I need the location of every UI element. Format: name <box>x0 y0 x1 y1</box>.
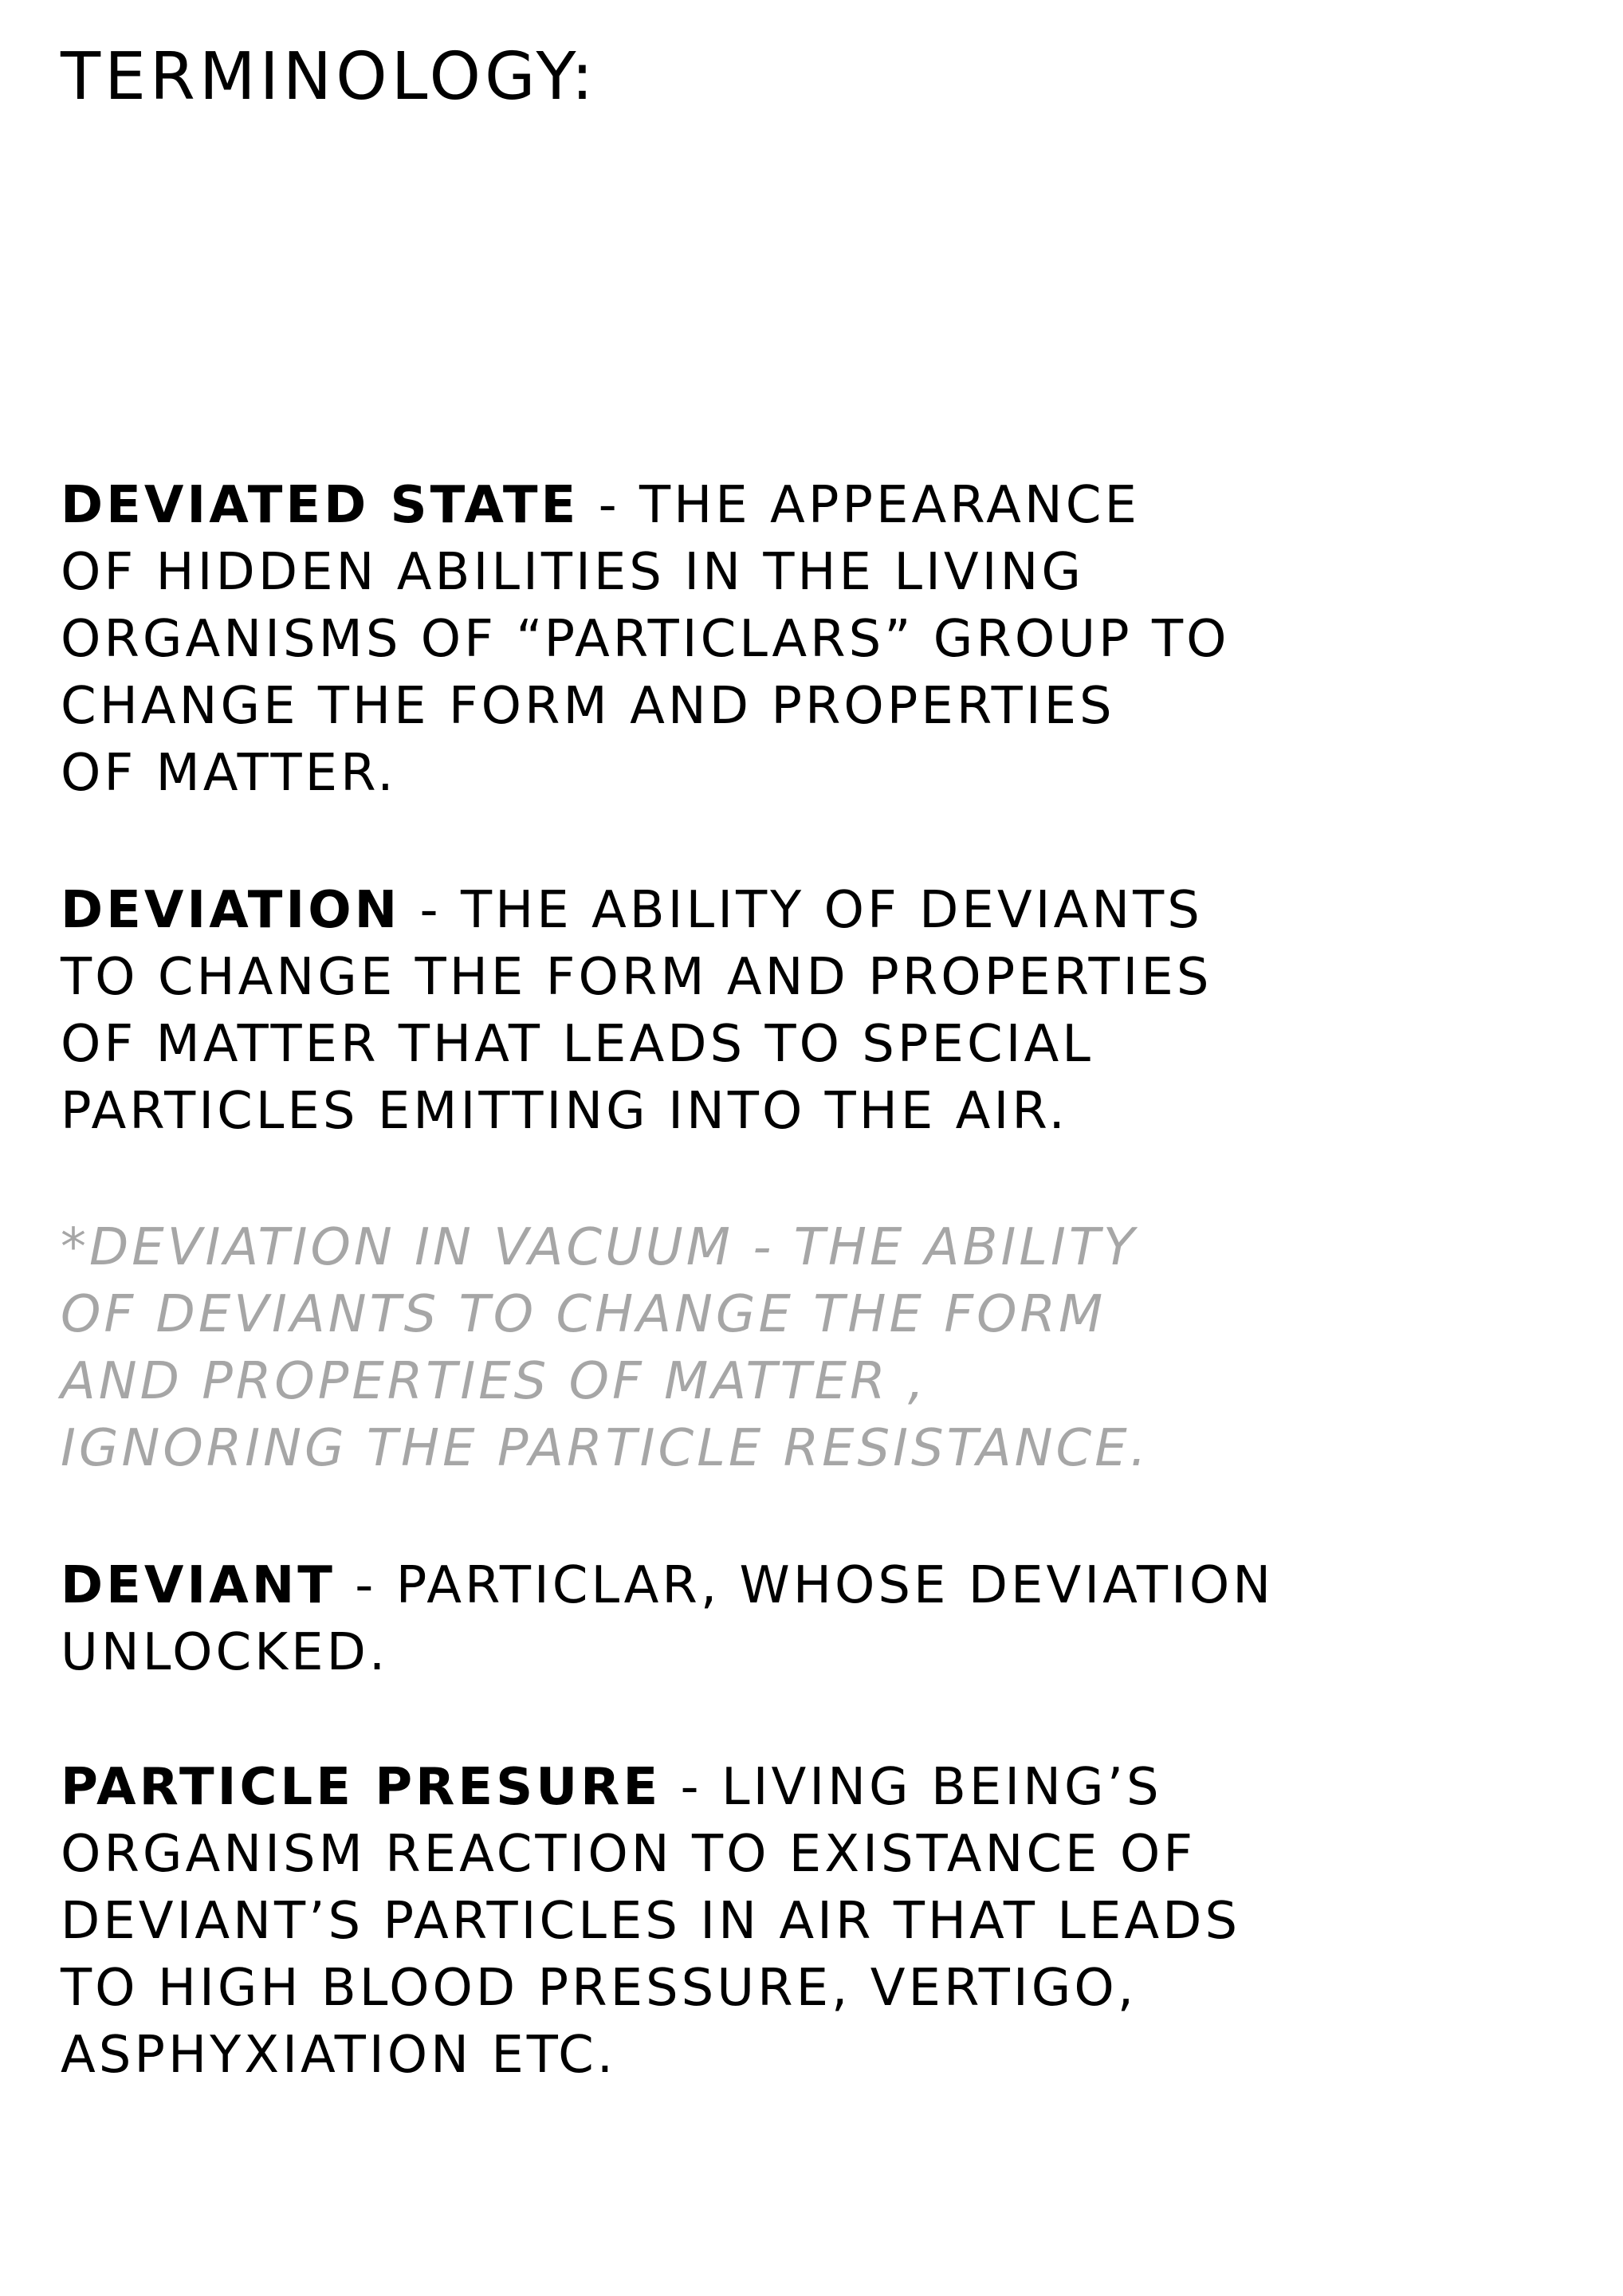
definition-text: - LIVING BEING’S ORGANISM REACTION TO EXISTANCE OF DEVIANT’S PARTICLES IN AIR THAT LEADS TO HIGH BLOOD PRESSURE, VERTIGO, ASPHYXIATION ETC. <box>61 1758 1241 2085</box>
definition-deviant <box>61 1552 1274 1686</box>
term-label: PARTICLE PRESURE <box>61 1758 662 1817</box>
term-label: DEVIATED STATE <box>61 476 580 535</box>
definition-deviation-in-vacuum <box>61 1214 1149 1482</box>
page-title: TERMINOLOGY: <box>61 39 598 115</box>
definition-text: - PARTICLAR, WHOSE DEVIATION UNLOCKED. <box>61 1556 1275 1682</box>
definition-text: - THE ABILITY OF DEVIANTS TO CHANGE THE FORM AND PROPERTIES OF MATTER THAT LEADS TO SPECIAL PARTICLES EMITTING INTO THE AIR. <box>61 881 1212 1141</box>
definition-deviation <box>61 877 1212 1145</box>
term-label: DEVIANT <box>61 1556 336 1615</box>
definition-text: - THE ABILITY OF DEVIANTS TO CHANGE THE FORM AND PROPERTIES OF MATTER , IGNORING THE PARTICLE RESISTANCE. <box>61 1218 1149 1478</box>
definition-deviated-state <box>61 472 1229 807</box>
definition-particle-presure <box>61 1754 1240 2089</box>
definition-text: - THE APPEARANCE OF HIDDEN ABILITIES IN THE LIVING ORGANISMS OF “PARTICLARS” GROUP TO CHANGE THE FORM AND PROPERTIES OF MATTER. <box>61 476 1230 803</box>
term-label: DEVIATION <box>61 881 401 940</box>
term-label: *DEVIATION IN VACUUM <box>61 1218 733 1277</box>
